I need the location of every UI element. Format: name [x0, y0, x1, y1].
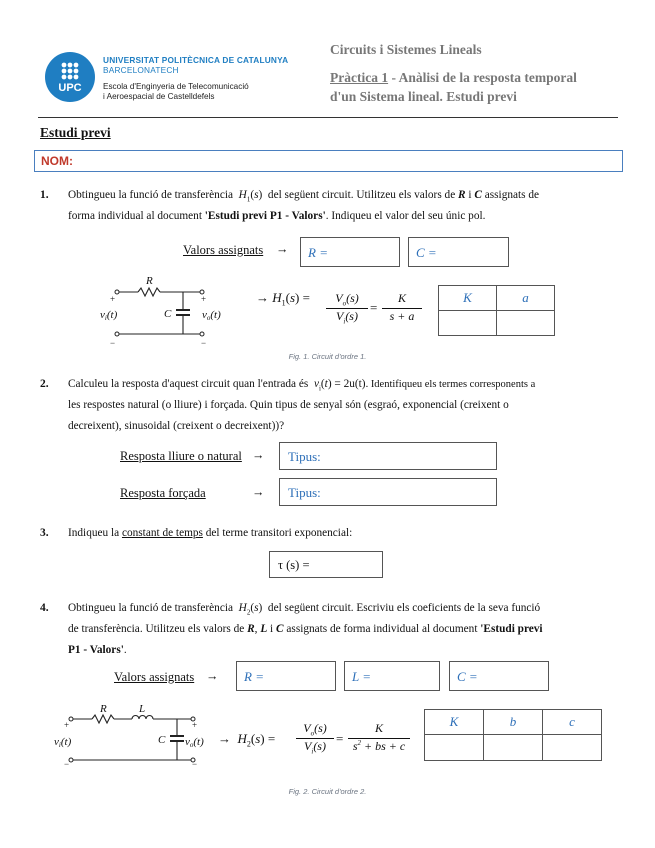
q1-c-field[interactable]: C =: [408, 237, 509, 267]
svg-text:C: C: [158, 734, 166, 746]
upc-logo-icon: [45, 52, 95, 102]
q4-assigned-label: Valors assignats: [114, 670, 195, 684]
circuit-2-diagram: [52, 703, 212, 769]
q3-text: Indiqueu la constant de temps del terme transitori exponencial:: [68, 527, 353, 539]
q4-header-b: b: [484, 710, 543, 735]
q2-text-line2: les respostes natural (o lliure) i forçada. Quin tipus de senyal són (esgraó, exponencial (creixent o: [68, 399, 509, 411]
q4-value-c[interactable]: [543, 735, 602, 761]
svg-text:vo(t): vo(t): [202, 309, 221, 322]
svg-text:R: R: [100, 703, 107, 715]
section-title: Estudi previ: [40, 125, 111, 140]
svg-text:R: R: [146, 275, 153, 287]
q4-number: 4.: [40, 602, 49, 614]
q4-coef-table: [424, 709, 602, 761]
q1-assigned-label: Valors assignats: [183, 243, 264, 257]
q1-header-a: a: [497, 286, 555, 311]
q4-equation: → $H_2(s)$ =: [218, 731, 276, 749]
q2-natural-field[interactable]: Tipus:: [279, 442, 497, 470]
q4-r-field[interactable]: R =: [236, 661, 336, 691]
q4-c-field[interactable]: C =: [449, 661, 549, 691]
q1-doc-ref: 'Estudi previ P1 - Valors': [204, 210, 326, 222]
school-name-line2: i Aeroespacial de Castelldefels: [103, 92, 215, 101]
q2-forced-label: Resposta forçada: [120, 486, 206, 500]
q3-tau-field[interactable]: τ (s) =: [269, 551, 383, 578]
q4-header-c: c: [543, 710, 602, 735]
header-divider: [38, 117, 618, 118]
practice-label: Pràctica 1: [330, 70, 389, 85]
practice-title: [330, 70, 577, 86]
svg-text:+: +: [192, 720, 198, 730]
fig1-caption: Fig. 1. Circuit d'ordre 1.: [288, 352, 367, 361]
q1-value-k[interactable]: [439, 311, 497, 336]
q4-value-k[interactable]: [425, 735, 484, 761]
q1-header-k: K: [439, 286, 497, 311]
q1-coef-table: [438, 285, 555, 336]
q4-l-field[interactable]: L =: [344, 661, 440, 691]
q4-value-b[interactable]: [484, 735, 543, 761]
q1-arrow: →: [276, 242, 289, 256]
q1-r-field[interactable]: R =: [300, 237, 400, 267]
q4-arrow: →: [206, 669, 219, 683]
school-name-line1: Escola d'Enginyeria de Telecomunicació: [103, 82, 249, 91]
q3-number: 3.: [40, 527, 49, 539]
svg-text:−: −: [201, 338, 207, 348]
svg-text:+: +: [201, 294, 207, 304]
svg-text:+: +: [64, 720, 70, 730]
svg-text:−: −: [192, 759, 198, 769]
svg-text:−: −: [64, 759, 70, 769]
svg-text:−: −: [110, 338, 116, 348]
course-title: Circuits i Sistemes Lineals: [330, 42, 482, 57]
svg-text:vi(t): vi(t): [54, 736, 72, 749]
svg-text:C: C: [164, 308, 172, 320]
q4-text-line1: Obtingueu la funció de transferència $H_2(s)$ del següent circuit. Escriviu els coeficients de la seva funció: [68, 602, 541, 617]
university-subtitle: BARCELONATECH: [103, 65, 179, 75]
q1-number: 1.: [40, 189, 49, 201]
q2-number: 2.: [40, 378, 49, 390]
q2-text-line3: decreixent), sinusoidal (creixent o decreixent))?: [68, 420, 285, 432]
q1-text-line1: Obtingueu la funció de transferència $H_1(s)$ del següent circuit. Utilitzeu els valors de R i C assignats de: [68, 189, 540, 204]
q4-header-k: K: [425, 710, 484, 735]
q4-text-line3: P1 - Valors'.: [68, 644, 127, 656]
q2-natural-label: Resposta lliure o natural: [120, 449, 242, 463]
svg-text:+: +: [110, 294, 116, 304]
q2-forced-field[interactable]: Tipus:: [279, 478, 497, 506]
q1-value-a[interactable]: [497, 311, 555, 336]
svg-text:vi(t): vi(t): [100, 309, 118, 322]
circuit-1-diagram: [98, 272, 221, 348]
fig2-caption: Fig. 2. Circuit d'ordre 2.: [288, 787, 367, 796]
svg-text:vo(t): vo(t): [185, 736, 204, 749]
svg-text:L: L: [139, 703, 146, 715]
upc-logo: [45, 52, 95, 102]
practice-title-rest: - Anàlisi de la resposta temporal: [388, 70, 577, 85]
name-field[interactable]: [34, 150, 623, 172]
q2-text-line1: Calculeu la resposta d'aquest circuit quan l'entrada és $v_i(t) = 2u(t)$. Identifiqueu els termes corresponents a: [68, 378, 536, 393]
q1-equation: → $H_1(s)$ =: [256, 290, 310, 308]
university-name: UNIVERSITAT POLITÈCNICA DE CATALUNYA: [103, 55, 289, 65]
q2-forced-arrow: →: [252, 485, 265, 499]
practice-title-line2: d'un Sistema lineal. Estudi previ: [330, 89, 517, 104]
name-label: NOM:: [41, 154, 73, 168]
q1-text-line2: forma individual al document 'Estudi previ P1 - Valors'. Indiqueu el valor del seu únic pol.: [68, 210, 486, 222]
logo-text: UPC: [58, 82, 82, 94]
q4-text-line2: de transferència. Utilitzeu els valors de R, L i C assignats de forma individual al document 'Estudi previ: [68, 623, 543, 635]
q2-natural-arrow: →: [252, 448, 265, 462]
